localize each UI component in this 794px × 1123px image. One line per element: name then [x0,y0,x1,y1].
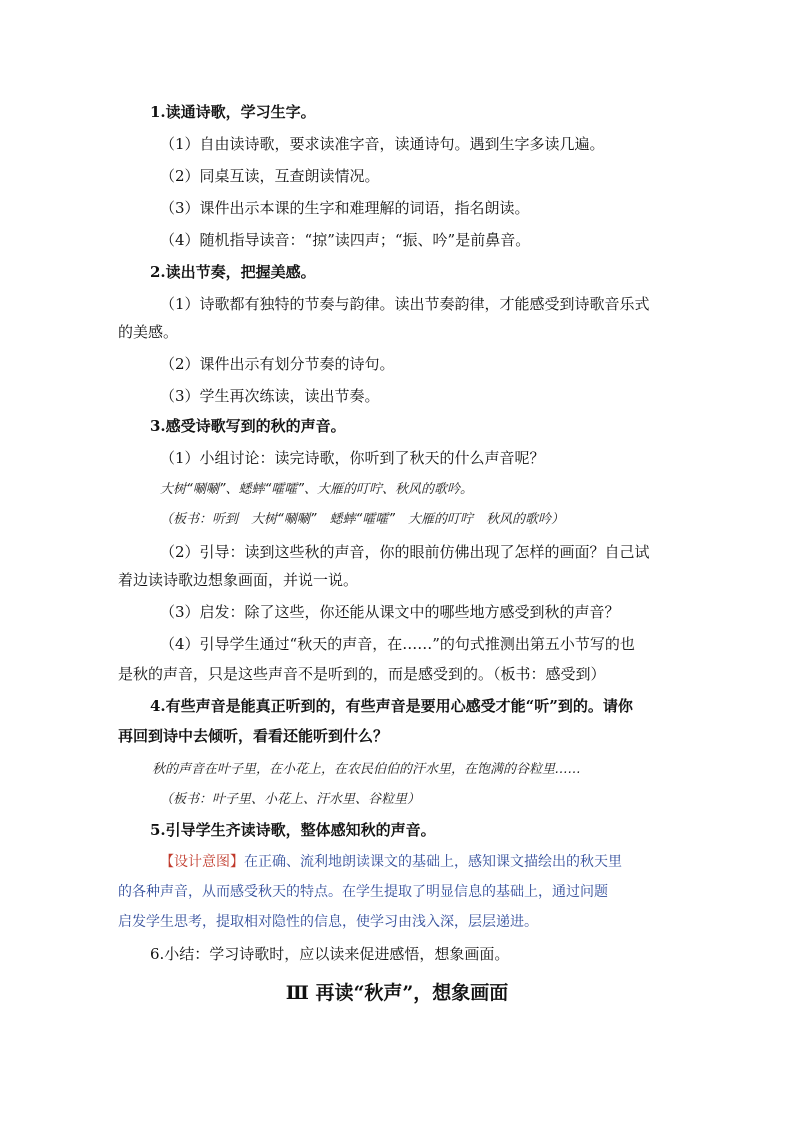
step-1-item-4: （4）随机指导读音：“掠”读四声；“振、吟”是前鼻音。 [160,231,531,249]
step-3-item-3: （3）启发：除了这些，你还能从课文中的哪些地方感受到秋的声音？ [160,603,620,621]
design-intent-tag: 【设计意图】 [160,854,244,870]
step-4-board-note: （板书：叶子里、小花上、汗水里、谷粒里） [160,792,421,807]
section-title: Ⅲ 再读“秋声”，想象画面 [285,982,509,1004]
design-intent-line-2: 的各种声音，从而感受秋天的特点。在学生提取了明显信息的基础上，通过问题 [118,884,608,900]
design-intent-text-1: 在正确、流利地朗读课文的基础上，感知课文描绘出的秋天里 [244,854,622,870]
step-3-heading: 3.感受诗歌写到的秋的声音。 [150,417,346,435]
step-4-heading-line-1: 4.有些声音是能真正听到的，有些声音是要用心感受才能“听”到的。请你 [150,697,633,715]
design-intent-line-1 [160,852,680,872]
step-3-item-4-line-2: 是秋的声音，只是这些声音不是听到的，而是感受到的。（板书：感受到） [118,665,606,683]
step-3-answer: 大树“唰唰”、蟋蟀“嚯嚯”、大雁的叮咛、秋风的歌吟。 [160,482,473,497]
step-3-item-1: （1）小组讨论：读完诗歌，你听到了秋天的什么声音呢？ [160,449,545,467]
step-1-heading: 1.读通诗歌，学习生字。 [150,103,316,121]
step-4-heading-line-2: 再回到诗中去倾听，看看还能听到什么？ [118,727,389,745]
step-6-summary: 6.小结：学习诗歌时，应以读来促进感悟，想象画面。 [150,945,510,963]
step-3-board-note: （板书：听到 大树“唰唰” 蟋蟀“嚯嚯” 大雁的叮咛 秋风的歌吟） [160,512,564,527]
step-5-heading: 5.引导学生齐读诗歌，整体感知秋的声音。 [150,821,436,839]
step-2-item-1-line-1: （1）诗歌都有独特的节奏与韵律。读出节奏韵律，才能感受到诗歌音乐式 [160,295,650,313]
step-4-answer: 秋的声音在叶子里，在小花上，在农民伯伯的汗水里，在饱满的谷粒里…… [152,762,582,777]
step-2-item-1-line-2: 的美感。 [118,323,179,341]
design-intent-line-3: 启发学生思考，提取相对隐性的信息，使学习由浅入深，层层递进。 [118,914,538,930]
step-1-item-2: （2）同桌互读，互查朗读情况。 [160,167,380,185]
step-2-item-3: （3）学生再次练读，读出节奏。 [160,387,380,405]
step-1-item-3: （3）课件出示本课的生字和难理解的词语，指名朗读。 [160,199,530,217]
step-1-item-1: （1）自由读诗歌，要求读准字音，读通诗句。遇到生字多读几遍。 [160,135,605,153]
step-2-heading: 2.读出节奏，把握美感。 [150,263,316,281]
step-3-item-4-line-1: （4）引导学生通过“秋天的声音，在……”的句式推测出第五小节写的也 [160,635,635,653]
step-2-item-2: （2）课件出示有划分节奏的诗句。 [160,355,395,373]
step-3-item-2-line-2: 着边读诗歌边想象画面，并说一说。 [118,571,359,589]
step-3-item-2-line-1: （2）引导：读到这些秋的声音，你的眼前仿佛出现了怎样的画面？自己试 [160,543,650,561]
